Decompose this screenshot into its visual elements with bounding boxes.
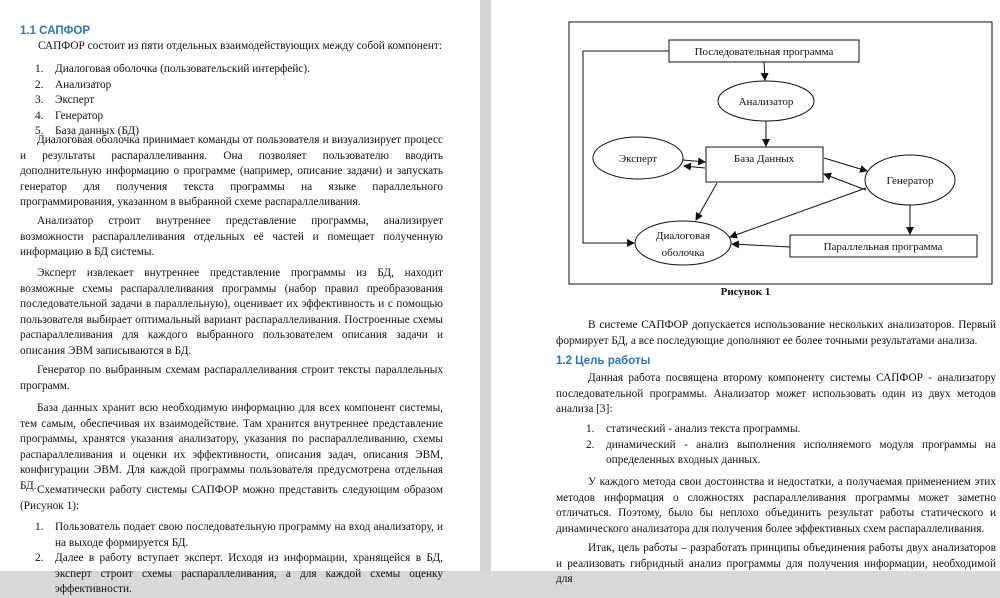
left-page bbox=[0, 0, 480, 596]
svg-text:Анализатор: Анализатор bbox=[738, 96, 794, 108]
expert-paragraph: Эксперт извлекает внутреннее представление программы из БД, находит возможные схемы распараллеливания программы (набор правил преобразования последовательной задачи в параллельную), оценивает их эффективность и с помощью пользователя выбирает оптимальный вариант распараллеливания. Построенные схемы распараллеливания для каждого выбранного пользователем описания задачи и описания ЭВМ записываются в БД. bbox=[20, 267, 443, 357]
list-item: 3. Эксперт bbox=[35, 94, 95, 107]
list-item: 2. Анализатор bbox=[35, 78, 112, 91]
section-heading-goal: 1.2 Цель работы bbox=[556, 355, 651, 367]
svg-text:Диалоговая: Диалоговая bbox=[655, 230, 711, 242]
page-gap bbox=[480, 0, 491, 571]
generator-paragraph: Генератор по выбранным схемам распараллеливания строит тексты параллельных программ. bbox=[20, 364, 443, 392]
list-item: 1. Пользователь подает свою последовательную программу на вход анализатору, и на выходе формируется БД. bbox=[35, 521, 443, 549]
expert-node bbox=[593, 137, 683, 179]
dialog-shell-node bbox=[635, 221, 731, 265]
database-paragraph: База данных хранит всю необходимую информацию для всех компонент системы, тем самым, обеспечивая их взаимодействие. Там хранится внутреннее представление программы, хранятся указания анализатору, указания по распараллеливанию, схемы распараллеливания и оценки их эффективности, описания задач, описания ЭВМ, конфигурации ЭВМ. Для каждой программы пользователя предусмотрена отдельная БД. bbox=[20, 402, 443, 492]
components-list bbox=[35, 62, 455, 140]
list-item: 2. динамический - анализ выполнения исполняемого модуля программы на определенных входных данных. bbox=[586, 438, 996, 467]
list-item: 1. Диалоговая оболочка (пользовательский интерфейс). bbox=[35, 63, 310, 75]
goal-paragraph: Данная работа посвящена второму компоненту системы САПФОР - анализатору последовательной программы. Анализатор может использовать один из двух методов анализа [3]: bbox=[556, 372, 996, 416]
dialog-paragraph: Диалоговая оболочка принимает команды от пользователя и визуализирует процесс и результаты распараллеливания. Она позволяет пользователю вводить дополнительную информацию о программе (например, описание задачи) и запускать генератор для получения текста программы на языке параллельного программирования, указанном в выбранной схеме распараллеливания. bbox=[20, 134, 443, 209]
sequential-program-node bbox=[669, 40, 859, 62]
architecture-diagram bbox=[491, 0, 1000, 300]
figure-caption: Рисунок 1 bbox=[720, 286, 771, 298]
list-item: 2. Далее в работу вступает эксперт. Исходя из информации, хранящейся в БД, эксперт строит схемы распараллеливания, а для каждой схемы оценку эффективности. bbox=[35, 552, 443, 596]
svg-text:оболочка: оболочка bbox=[661, 247, 705, 259]
list-item: 5. База данных (БД) bbox=[35, 125, 140, 138]
database-node bbox=[706, 147, 823, 182]
final-goal-paragraph: Итак, цель работы – разработать принципы объединения работы двух анализаторов и реализовать гибридный анализ программы для получения информации, необходимой для bbox=[556, 542, 996, 586]
right-page bbox=[491, 0, 1000, 586]
list-item: 4. Генератор bbox=[35, 109, 104, 122]
pros-cons-paragraph: У каждого метода свои достоинства и недостатки, а получаемая применением этих методов информация о сложностях распараллеливания программы может заметно отличаться. Поэтому, было бы неплохо объединить результат работы статического и динамического анализатора для получения более эффективных схем распараллеливания. bbox=[556, 476, 996, 535]
list-item: 1. статический - анализ текста программы. bbox=[586, 423, 801, 435]
analyzer-paragraph: Анализатор строит внутреннее представление программы, анализирует возможности распараллеливания отдельных её частей и помещает полученную информацию в БД системы. bbox=[20, 215, 443, 259]
intro-paragraph: САПФОР состоит из пяти отдельных взаимодействующих между собой компонент: bbox=[38, 40, 442, 52]
scheme-paragraph: Схематически работу системы САПФОР можно представить следующим образом (Рисунок 1): bbox=[20, 484, 443, 512]
generator-node bbox=[865, 155, 955, 205]
multi-analyzer-paragraph: В системе САПФОР допускается использование нескольких анализаторов. Первый формирует БД, а все последующие дополняют ее более точными результатами анализа. bbox=[556, 319, 996, 347]
svg-text:Генератор: Генератор bbox=[886, 175, 934, 187]
section-heading-sapfor: 1.1 САПФОР bbox=[20, 25, 91, 37]
steps-list bbox=[35, 520, 443, 598]
svg-text:Последовательная программа: Последовательная программа bbox=[694, 46, 834, 58]
methods-list bbox=[586, 422, 996, 469]
svg-text:Параллельная программа: Параллельная программа bbox=[823, 241, 943, 253]
analyzer-node bbox=[718, 81, 814, 121]
svg-text:Эксперт: Эксперт bbox=[618, 153, 658, 165]
parallel-program-node bbox=[790, 235, 977, 257]
svg-text:База Данных: База Данных bbox=[733, 153, 795, 165]
